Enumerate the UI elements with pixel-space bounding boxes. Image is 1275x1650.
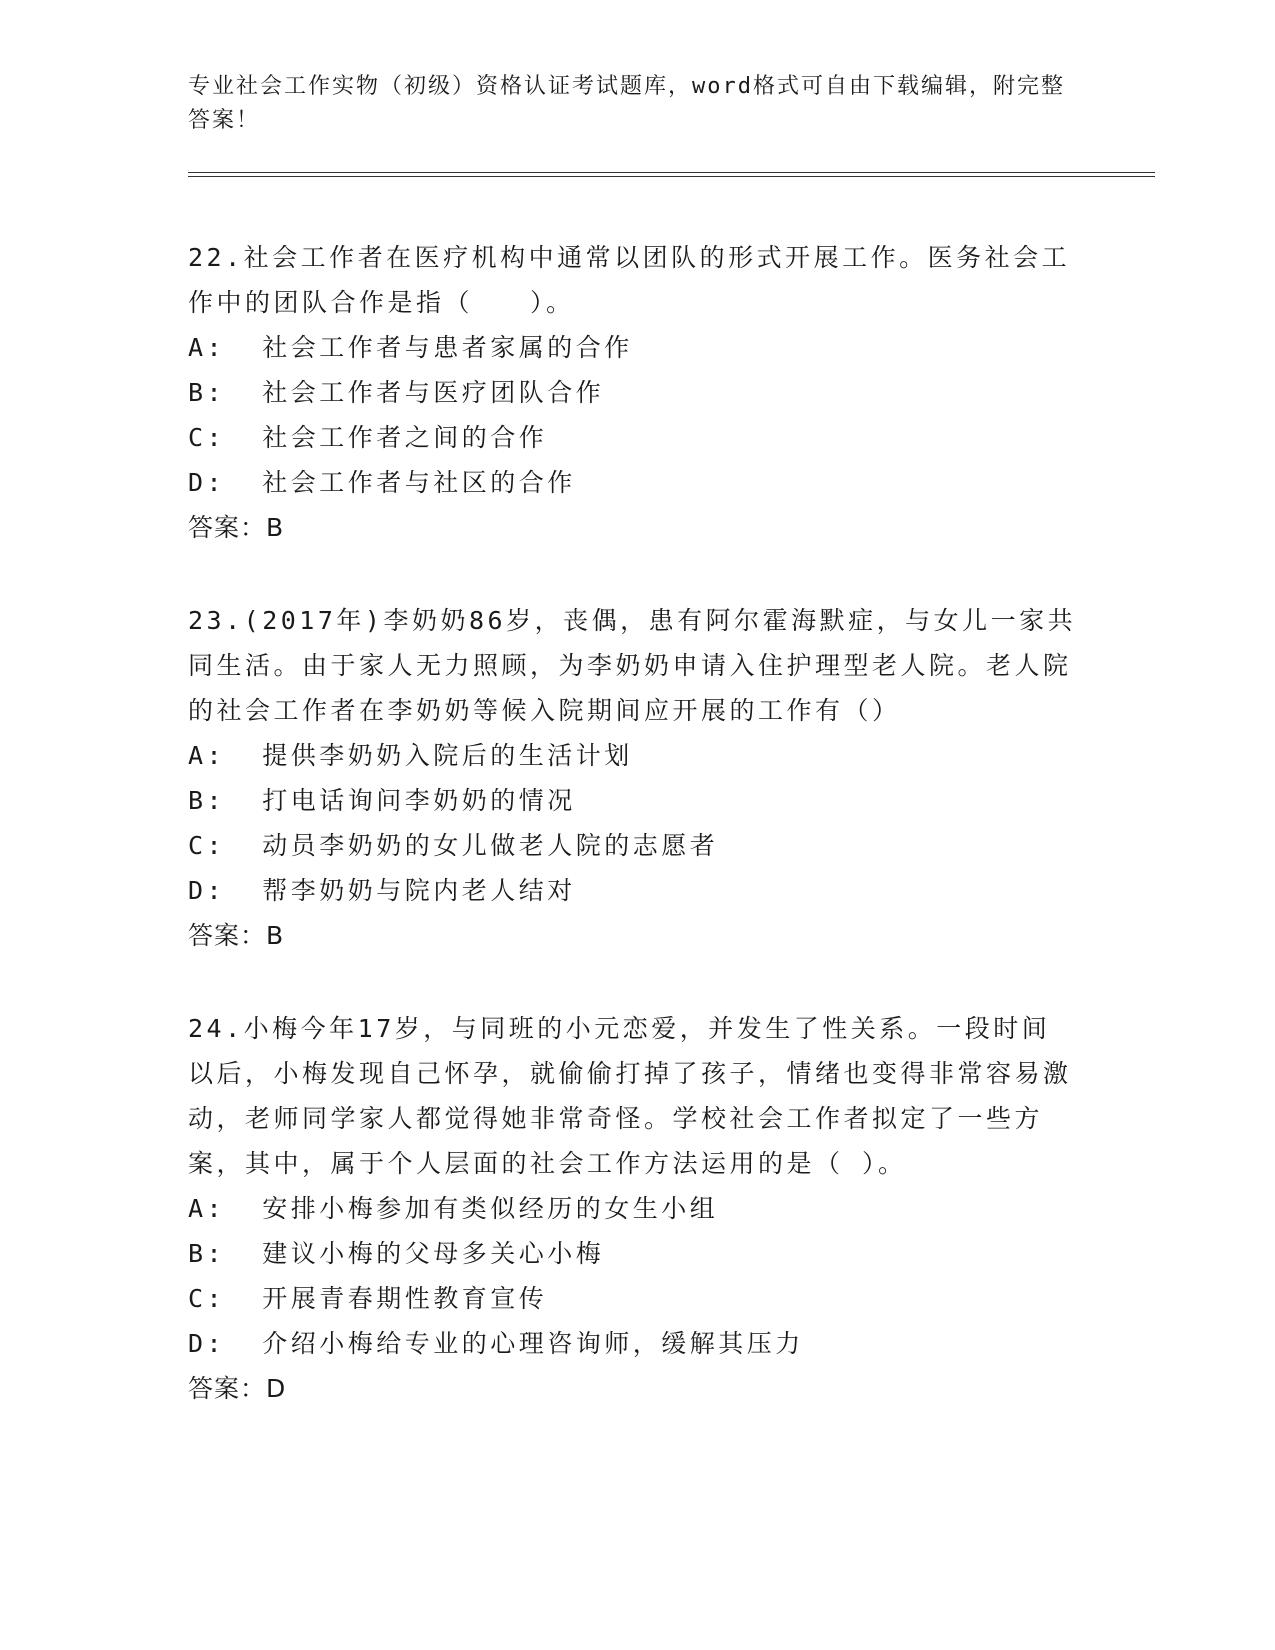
- question-24: [188, 1006, 1158, 1411]
- option-c: C: 社会工作者之间的合作: [188, 423, 548, 452]
- question-22: [188, 235, 1158, 550]
- option-list: [188, 1186, 1158, 1366]
- option-c: C: 动员李奶奶的女儿做老人院的志愿者: [188, 831, 719, 860]
- option-list: [188, 733, 1158, 913]
- answer-line: 答案：B: [188, 513, 285, 542]
- option-a: A: 提供李奶奶入院后的生活计划: [188, 741, 633, 770]
- question-23: [188, 598, 1158, 958]
- option-b: B: 社会工作者与医疗团队合作: [188, 378, 605, 407]
- option-c: C: 开展青春期性教育宣传: [188, 1284, 548, 1313]
- question-stem: 24.小梅今年17岁，与同班的小元恋爱，并发生了性关系。一段时间以后，小梅发现自己怀孕，就偷偷打掉了孩子，情绪也变得非常容易激动，老师同学家人都觉得她非常奇怪。学校社会工作者拟定了一些方案，其中，属于个人层面的社会工作方法运用的是（ ）。: [188, 1014, 1072, 1178]
- document-header: 专业社会工作实物（初级）资格认证考试题库，word格式可自由下载编辑，附完整答案！: [188, 74, 1065, 133]
- option-a: A: 社会工作者与患者家属的合作: [188, 333, 633, 362]
- answer-line: 答案：D: [188, 1374, 287, 1403]
- document-page: [188, 70, 1158, 1459]
- option-d: D: 社会工作者与社区的合作: [188, 468, 576, 497]
- header-divider: [188, 172, 1155, 177]
- option-b: B: 打电话询问李奶奶的情况: [188, 786, 576, 815]
- option-d: D: 介绍小梅给专业的心理咨询师，缓解其压力: [188, 1329, 804, 1358]
- option-a: A: 安排小梅参加有类似经历的女生小组: [188, 1194, 719, 1223]
- option-list: [188, 325, 1158, 505]
- option-d: D: 帮李奶奶与院内老人结对: [188, 876, 576, 905]
- option-b: B: 建议小梅的父母多关心小梅: [188, 1239, 605, 1268]
- header-divider-inner: [188, 176, 1155, 177]
- question-stem: 23.(2017年)李奶奶86岁，丧偶，患有阿尔霍海默症，与女儿一家共同生活。由于家人无力照顾，为李奶奶申请入住护理型老人院。老人院的社会工作者在李奶奶等候入院期间应开展的工作有（）: [188, 606, 1077, 725]
- question-stem: 22.社会工作者在医疗机构中通常以团队的形式开展工作。医务社会工作中的团队合作是指（ ）。: [188, 243, 1071, 317]
- answer-line: 答案：B: [188, 921, 285, 950]
- question-list: [188, 235, 1158, 1411]
